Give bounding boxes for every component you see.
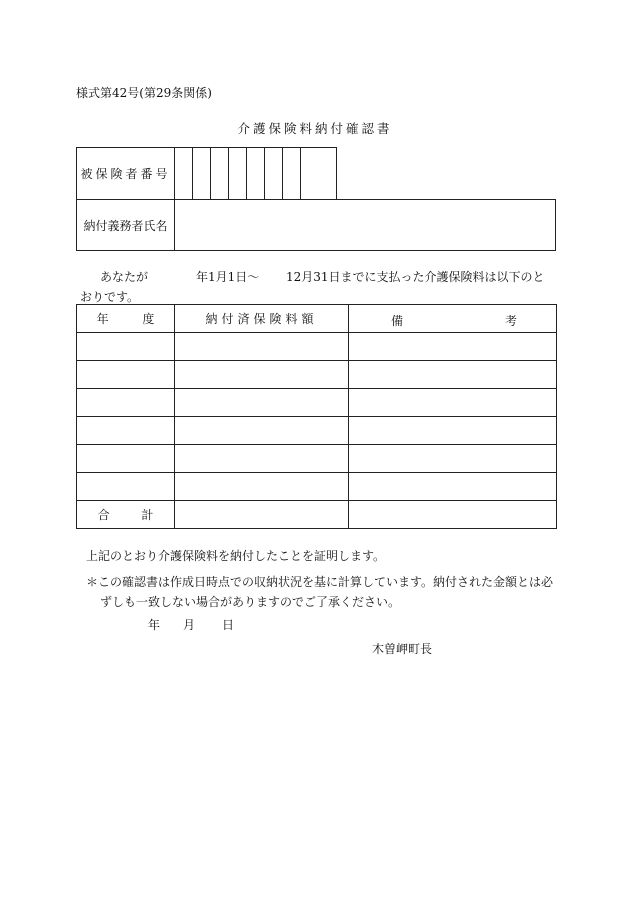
payment-row: [77, 473, 557, 501]
paid-amount-cell[interactable]: [175, 445, 349, 473]
header-remarks-2: 考: [505, 314, 518, 328]
header-paid-amount: 納付済保険料額: [175, 305, 349, 333]
document-title: 介護保険料納付確認書: [237, 121, 393, 136]
form-number: 様式第42号(第29条関係): [76, 86, 212, 100]
year-cell[interactable]: [77, 417, 175, 445]
paid-amount-cell[interactable]: [175, 389, 349, 417]
insured-number-digit-box[interactable]: [175, 148, 193, 199]
payment-row: [77, 417, 557, 445]
paid-amount-cell[interactable]: [175, 333, 349, 361]
date-year: 年: [148, 618, 161, 632]
year-cell[interactable]: [77, 473, 175, 501]
year-cell[interactable]: [77, 445, 175, 473]
insured-number-digits: [175, 148, 319, 199]
paid-amount-cell[interactable]: [175, 473, 349, 501]
period-text-2: 年1月1日〜: [196, 270, 260, 284]
insured-number-digit-box[interactable]: [247, 148, 265, 199]
total-label: 合 計: [77, 501, 175, 529]
date-day: 日: [222, 618, 235, 632]
header-remarks-1: 備: [391, 314, 404, 328]
period-text-4: おりです。: [80, 290, 140, 304]
payer-name-label: 納付義務者氏名: [77, 200, 175, 250]
insured-number-label: 被保険者番号: [77, 148, 175, 199]
insured-number-digit-box[interactable]: [265, 148, 283, 199]
payment-row: [77, 361, 557, 389]
paid-amount-cell[interactable]: [175, 361, 349, 389]
certification-text: 上記のとおり介護保険料を納付したことを証明します。: [86, 549, 386, 563]
insured-info-table: [76, 147, 556, 251]
header-year: 年 度: [77, 305, 175, 333]
payment-table-header: [77, 305, 557, 333]
insured-number-digit-box[interactable]: [283, 148, 301, 199]
year-cell[interactable]: [77, 361, 175, 389]
insured-number-digit-box[interactable]: [211, 148, 229, 199]
remarks-cell[interactable]: [349, 445, 557, 473]
remarks-cell[interactable]: [349, 361, 557, 389]
payment-table: [76, 304, 557, 529]
insured-number-digit-box[interactable]: [229, 148, 247, 199]
insured-number-digit-box[interactable]: [301, 148, 319, 199]
issuer-name: 木曽岬町長: [372, 642, 433, 656]
total-amount-cell[interactable]: [175, 501, 349, 529]
total-remarks-cell[interactable]: [349, 501, 557, 529]
payment-row: [77, 333, 557, 361]
remarks-cell[interactable]: [349, 333, 557, 361]
period-text-1: あなたが: [100, 270, 149, 284]
payer-name-field[interactable]: [175, 200, 555, 250]
insured-number-row: [76, 147, 337, 199]
note-line-1: ＊この確認書は作成日時点での収納状況を基に計算しています。納付された金額とは必: [86, 575, 554, 589]
remarks-cell[interactable]: [349, 473, 557, 501]
total-row: [77, 501, 557, 529]
header-remarks: [349, 305, 557, 333]
period-text-3: 12月31日までに支払った介護保険料は以下のと: [286, 270, 545, 284]
date-month: 月: [183, 618, 196, 632]
note-line-2: ずしも一致しない場合がありますのでご了承ください。: [100, 595, 401, 609]
remarks-cell[interactable]: [349, 417, 557, 445]
year-cell[interactable]: [77, 333, 175, 361]
year-cell[interactable]: [77, 389, 175, 417]
insured-number-digit-box[interactable]: [193, 148, 211, 199]
payer-name-row: [76, 199, 556, 251]
payment-row: [77, 445, 557, 473]
payment-row: [77, 389, 557, 417]
paid-amount-cell[interactable]: [175, 417, 349, 445]
remarks-cell[interactable]: [349, 389, 557, 417]
